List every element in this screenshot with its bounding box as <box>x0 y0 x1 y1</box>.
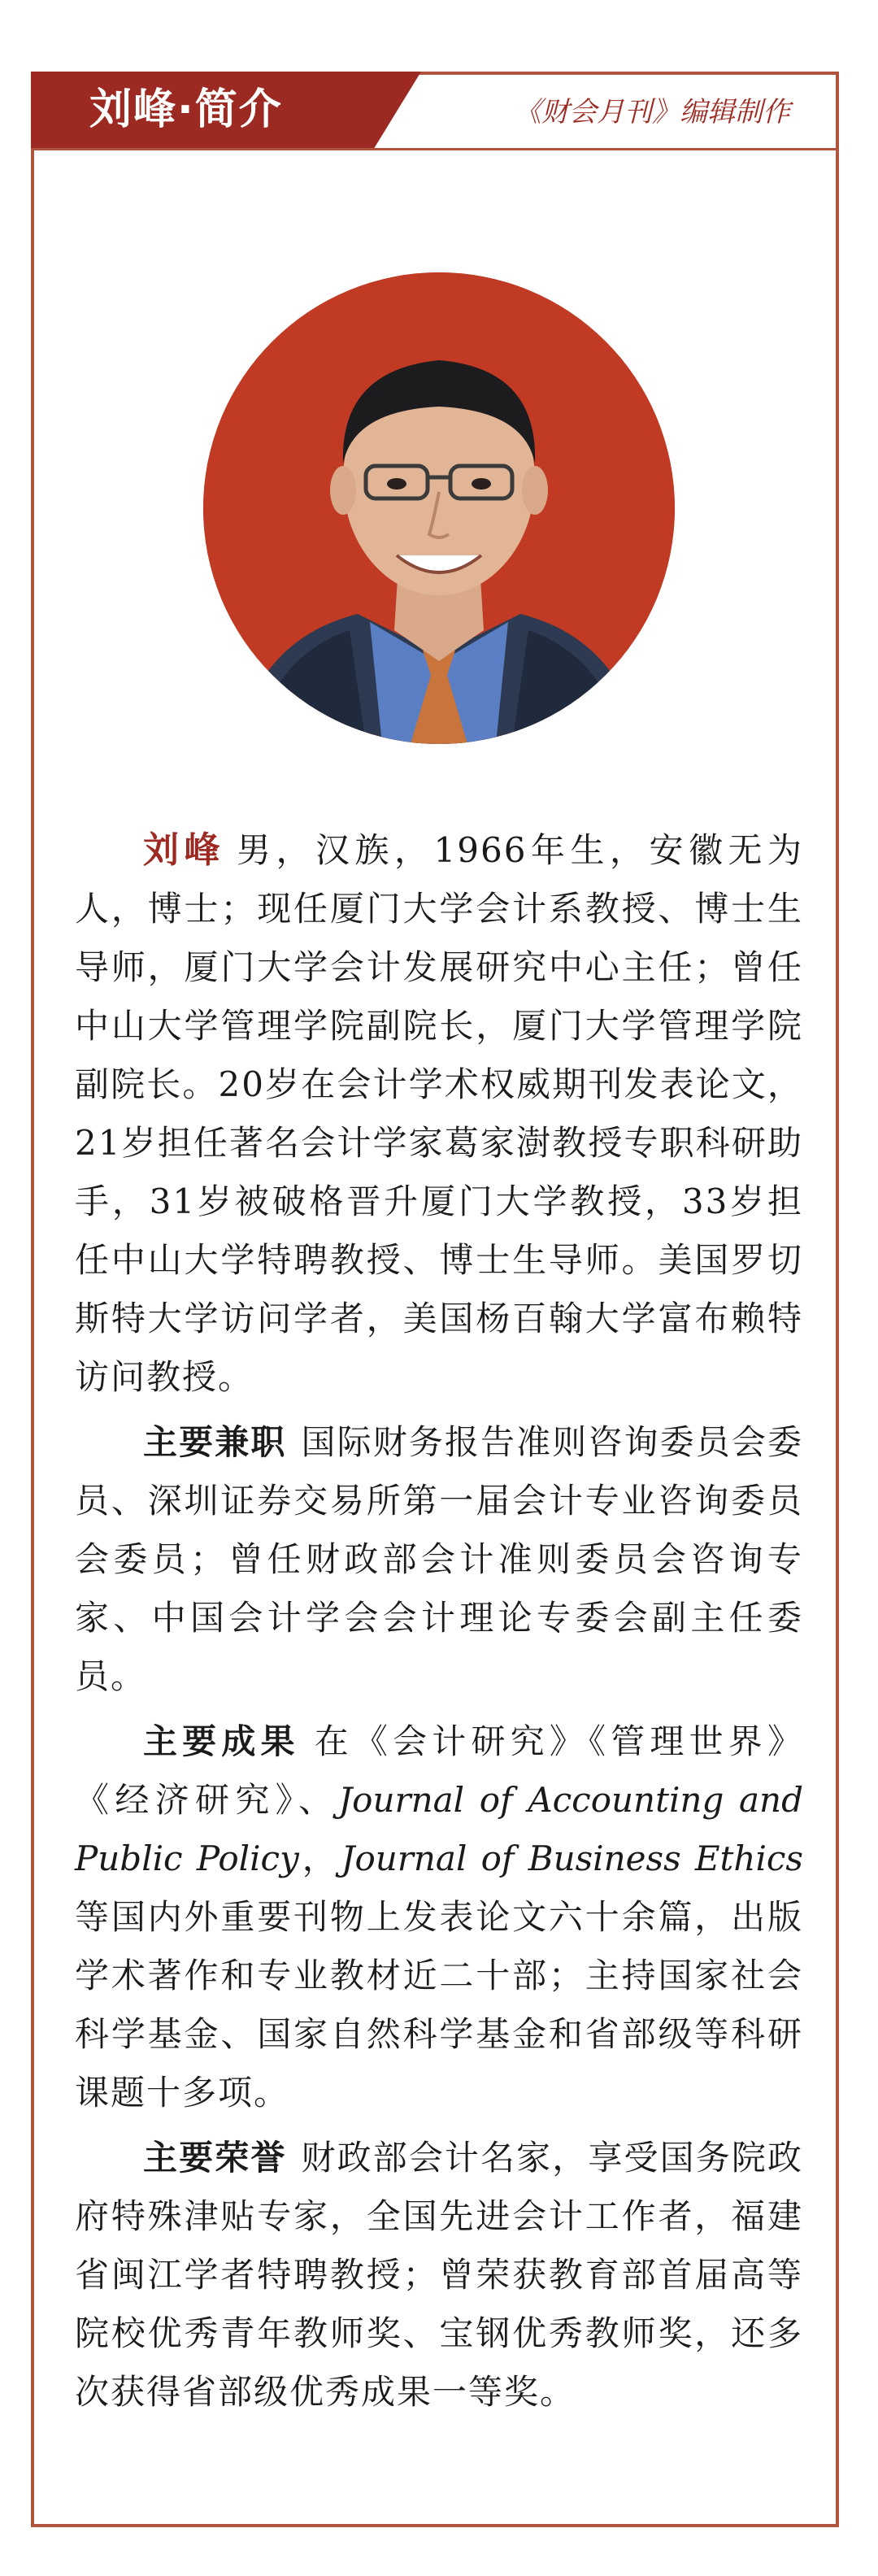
journal-title-2: Journal of Business Ethics <box>341 1838 803 1878</box>
achievements-text-before: 在《会计研究》《管理世界》《经济研究》、 <box>75 1721 803 1820</box>
honors-paragraph <box>75 2129 803 2422</box>
header-credit: 《财会月刊》编辑制作 <box>514 96 790 128</box>
honors-label: 主要荣誉 <box>143 2138 287 2178</box>
intro-paragraph <box>75 821 803 1407</box>
profile-name: 刘峰 <box>143 829 226 871</box>
header-title: 刘峰·简介 <box>89 85 283 134</box>
achievements-text-after: 等国内外重要刊物上发表论文六十余篇，出版学术著作和专业教材近二十部；主持国家社会科学基金、国家自然科学基金和省部级等科研课题十多项。 <box>75 1897 803 2113</box>
biography <box>75 821 803 2428</box>
journal-separator: ， <box>298 1838 341 1878</box>
header-rule <box>31 148 839 150</box>
journal-title-1: Journal of Accounting and Public Policy <box>75 1780 803 1878</box>
achievements-label: 主要成果 <box>143 1721 300 1761</box>
intro-text: 男，汉族，1966年生，安徽无为人，博士；现任厦门大学会计系教授、博士生导师，厦门大学会计发展研究中心主任；曾任中山大学管理学院副院长，厦门大学管理学院副院长。20岁在会计学术权威期刊发表论文，21岁担任著名会计学家葛家澍教授专职科研助手，31岁被破格晋升厦门大学教授，33岁担任中山大学特聘教授、博士生导师。美国罗切斯特大学访问学者，美国杨百翰大学富布赖特访问教授。 <box>75 830 803 1397</box>
positions-label: 主要兼职 <box>143 1422 287 1462</box>
portrait-illustration <box>203 272 675 744</box>
honors-text: 财政部会计名家，享受国务院政府特殊津贴专家，全国先进会计工作者，福建省闽江学者特聘教授；曾荣获教育部首届高等院校优秀青年教师奖、宝钢优秀教师奖，还多次获得省部级优秀成果一等奖。 <box>75 2138 803 2412</box>
positions-text: 国际财务报告准则咨询委员会委员、深圳证券交易所第一届会计专业咨询委员会委员；曾任财政部会计准则委员会咨询专家、中国会计学会会计理论专委会副主任委员。 <box>75 1422 803 1696</box>
achievements-paragraph <box>75 1712 803 2122</box>
positions-paragraph <box>75 1413 803 1706</box>
portrait-photo <box>203 272 675 744</box>
